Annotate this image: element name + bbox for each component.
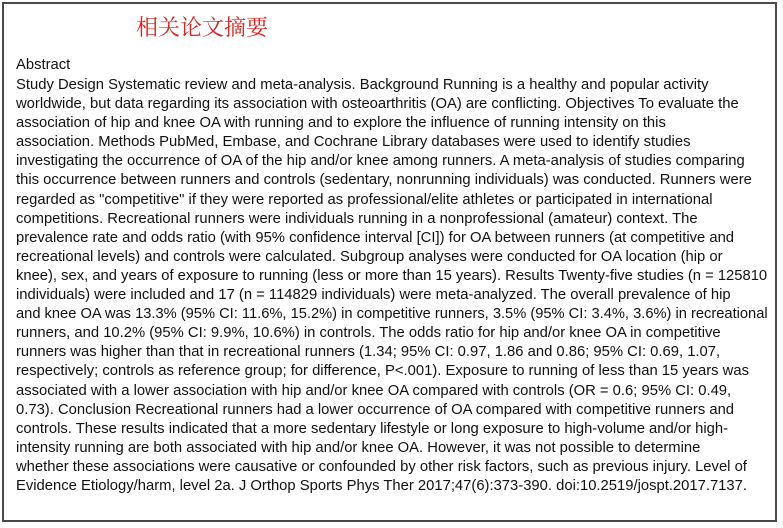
abstract-line: 0.73). Conclusion Recreational runners had a lower occurrence of OA compared with competitive runners and bbox=[16, 401, 735, 418]
abstract-line: prevalence rate and odds ratio (with 95% confidence interval [CI]) for OA between runners (at competitive and bbox=[16, 229, 735, 246]
abstract-line: controls. These results indicated that a more sedentary lifestyle or long exposure to high-volume and/or high- bbox=[16, 420, 729, 437]
abstract-line: respectively; controls as reference group; for difference, P<.001). Exposure to running of less than 15 years was bbox=[16, 363, 749, 380]
abstract-line: whether these associations were causative or confounded by other risk factors, such as previous injury. Level of bbox=[16, 458, 747, 475]
abstract-line: competitions. Recreational runners were individuals running in a nonprofessional (amateur) context. The bbox=[16, 210, 698, 227]
abstract-line: associated with a lower association with hip and/or knee OA compared with controls (OR = 0.6; 95% CI: 0.49, bbox=[16, 382, 732, 399]
abstract-line: runners was higher than that in recreational runners (1.34; 95% CI: 0.97, 1.86 and 0.86; 95% CI: 0.69, 1.07, bbox=[16, 344, 721, 361]
abstract-line: investigating the occurrence of OA of the hip and/or knee among runners. A meta-analysis of studies comparing bbox=[16, 153, 745, 170]
page-title: 相关论文摘要 bbox=[136, 16, 269, 41]
abstract-panel bbox=[2, 2, 777, 522]
abstract-line: and knee OA was 13.3% (95% CI: 11.6%, 15.2%) in competitive runners, 3.5% (95% CI: 3.4%, 3.6%) in recreational bbox=[16, 306, 768, 323]
abstract-line: Evidence Etiology/harm, level 2a. J Orthop Sports Phys Ther 2017;47(6):373-390. doi:10.2519/jospt.2017.7137. bbox=[16, 477, 747, 494]
abstract-line: runners, and 10.2% (95% CI: 9.9%, 10.6%) in controls. The odds ratio for hip and/or knee OA in competitive bbox=[16, 325, 721, 342]
abstract-line: association. Methods PubMed, Embase, and Cochrane Library databases were used to identify studies bbox=[16, 134, 691, 151]
abstract-line: this occurrence between runners and controls (sedentary, nonrunning individuals) was conducted. Runners were bbox=[16, 172, 752, 189]
abstract-line: recreational levels) and controls were calculated. Subgroup analyses were conducted for OA location (hip or bbox=[16, 248, 723, 265]
abstract-line: intensity running are both associated with hip and/or knee OA. However, it was not possible to determine bbox=[16, 439, 701, 456]
abstract-line: worldwide, but data regarding its association with osteoarthritis (OA) are conflicting. Objectives To evaluate the bbox=[16, 96, 739, 113]
abstract-line: regarded as "competitive" if they were reported as professional/elite athletes or participated in international bbox=[16, 191, 713, 208]
abstract-line: individuals) were included and 17 (n = 114829 individuals) were meta-analyzed. The overall prevalence of hip bbox=[16, 287, 731, 304]
abstract-line: association of hip and knee OA with running and to explore the influence of running intensity on this bbox=[16, 115, 666, 132]
abstract-heading: Abstract bbox=[16, 57, 71, 73]
abstract-line: Study Design Systematic review and meta-analysis. Background Running is a healthy and popular activity bbox=[16, 77, 709, 93]
abstract-line: knee), sex, and years of exposure to running (less or more than 15 years). Results Twenty-five studies (n = 125810 bbox=[16, 267, 768, 284]
abstract-body bbox=[16, 76, 768, 496]
